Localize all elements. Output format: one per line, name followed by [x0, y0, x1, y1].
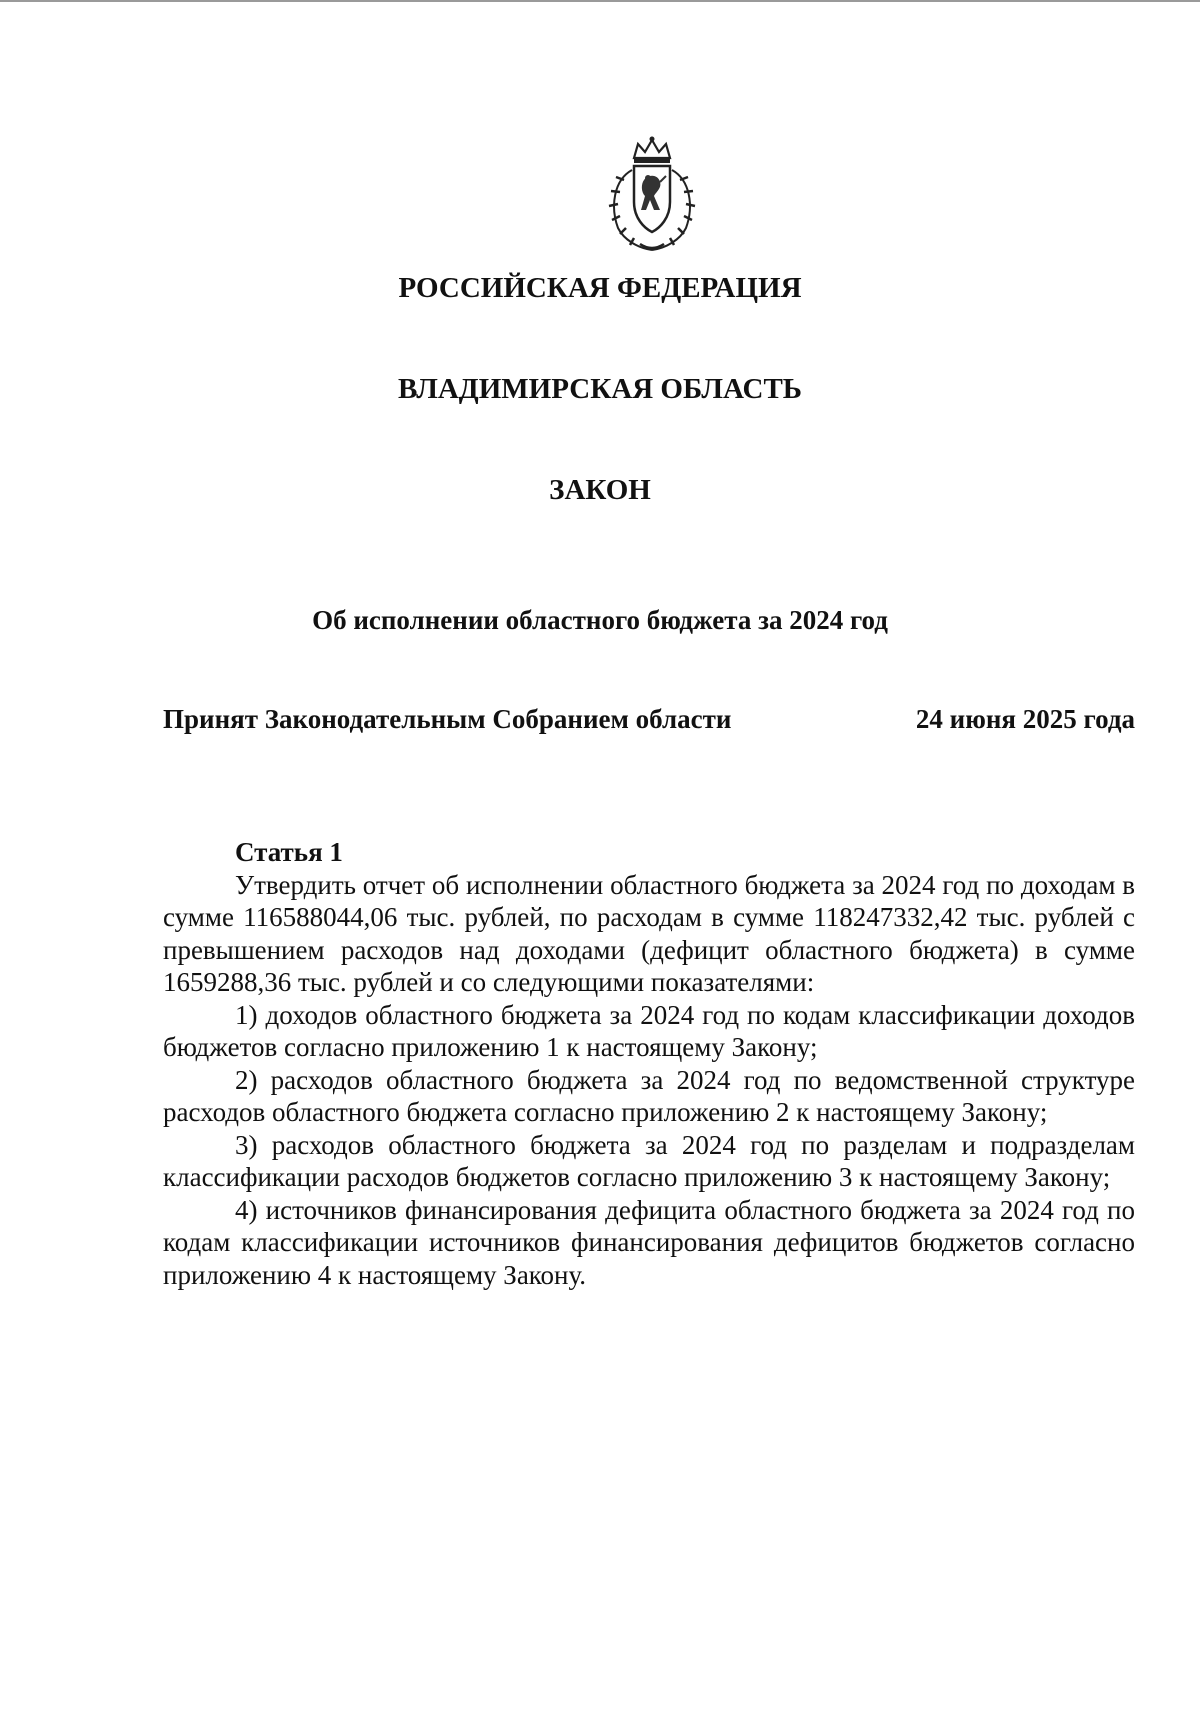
country-heading: РОССИЙСКАЯ ФЕДЕРАЦИЯ	[398, 272, 802, 304]
scan-edge-line	[0, 0, 1200, 2]
region-heading: ВЛАДИМИРСКАЯ ОБЛАСТЬ	[398, 373, 802, 405]
article-paragraph: 1) доходов областного бюджета за 2024 год по кодам классификации доходов бюджетов согласно приложению 1 к настоящему Закону;	[163, 999, 1135, 1062]
law-title: Об исполнении областного бюджета за 2024 год	[312, 605, 888, 635]
vladimir-coat-of-arms-icon	[604, 136, 700, 256]
article-1	[163, 836, 1135, 1291]
adopted-by-text: Принят Законодательным Собранием области	[163, 704, 732, 734]
document-type-heading: ЗАКОН	[549, 474, 651, 506]
article-title: Статья 1	[235, 837, 343, 867]
article-paragraph: 3) расходов областного бюджета за 2024 год по разделам и подразделам классификации расходов бюджетов согласно приложению 3 к настоящему Закону;	[163, 1129, 1135, 1192]
article-paragraph: 4) источников финансирования дефицита областного бюджета за 2024 год по кодам классификации источников финансирования дефицитов бюджетов согласно приложению 4 к настоящему Закону.	[163, 1194, 1135, 1290]
adoption-date: 24 июня 2025 года	[915, 704, 1135, 734]
article-paragraph: 2) расходов областного бюджета за 2024 год по ведомственной структуре расходов областного бюджета согласно приложению 2 к настоящему Закону;	[163, 1064, 1135, 1127]
article-paragraph: Утвердить отчет об исполнении областного бюджета за 2024 год по доходам в сумме 116588044,06 тыс. рублей, по расходам в сумме 118247332,42 тыс. рублей с превышением расходов над доходами (дефицит областного бюджета) в сумме 1659288,36 тыс. рублей и со следующими показателями:	[163, 869, 1135, 997]
